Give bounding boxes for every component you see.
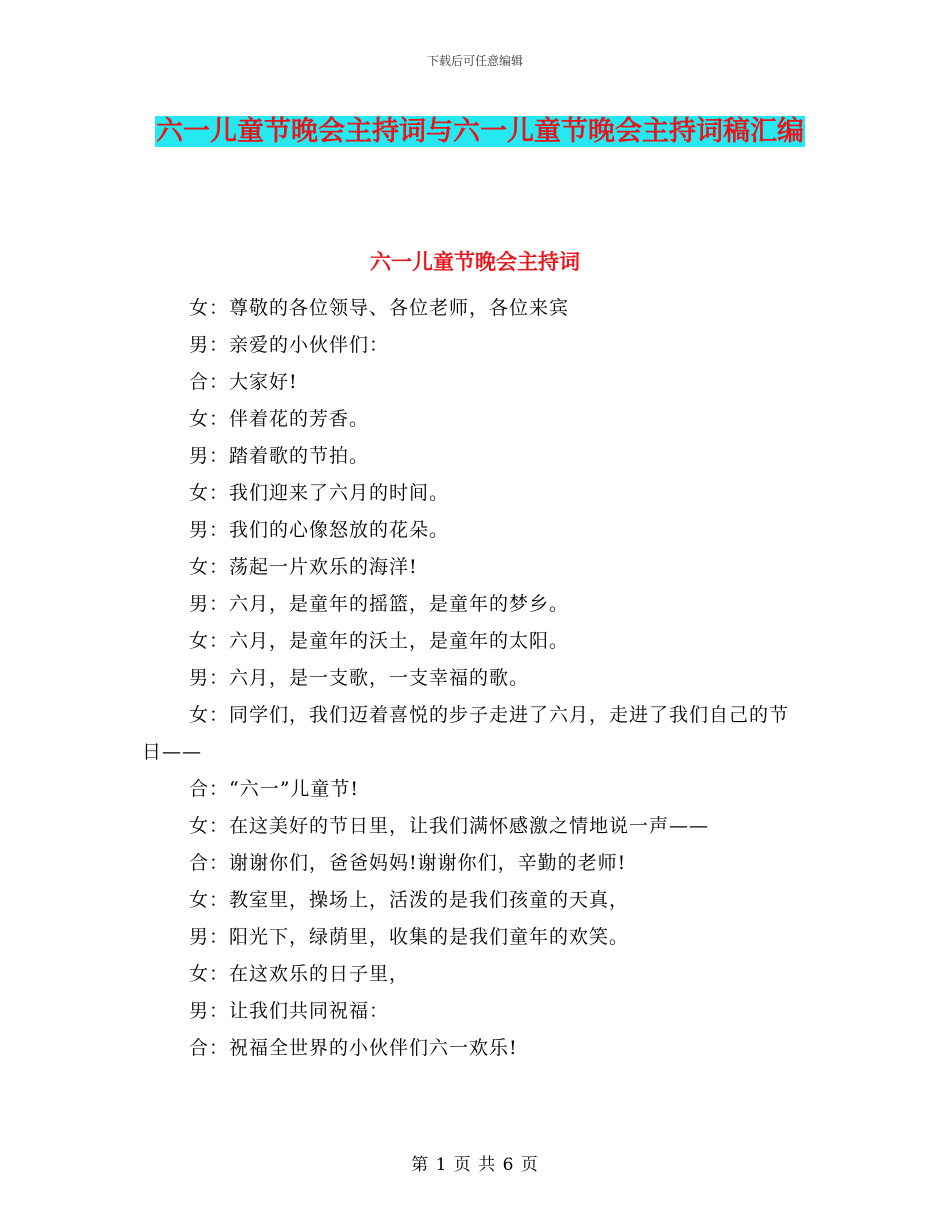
paragraph: 女：尊敬的各位领导、各位老师，各位来宾: [189, 297, 570, 319]
page-header: 下载后可任意编辑: [426, 54, 523, 68]
paragraph: 男：亲爱的小伙伴们：: [189, 334, 390, 356]
paragraph: 合：谢谢你们，爸爸妈妈!谢谢你们，辛勤的老师!: [189, 852, 627, 874]
document-title: [150, 110, 810, 154]
paragraph: 男：六月，是一支歌，一支幸福的歌。: [189, 667, 530, 689]
document-body: [142, 290, 802, 1067]
paragraph: 男：我们的心像怒放的花朵。: [189, 519, 450, 541]
paragraph: 女：教室里，操场上，活泼的是我们孩童的天真，: [189, 889, 630, 911]
paragraph: 女：伴着花的芳香。: [189, 408, 370, 430]
paragraph: 女：在这欢乐的日子里，: [189, 963, 410, 985]
paragraph: 女：六月，是童年的沃土，是童年的太阳。: [189, 630, 570, 652]
paragraph: 女：我们迎来了六月的时间。: [189, 482, 450, 504]
page-footer: 第 1 页 共 6 页: [411, 1155, 539, 1175]
paragraph: 男：让我们共同祝福：: [189, 1000, 390, 1022]
paragraph: 女：荡起一片欢乐的海洋!: [189, 556, 418, 578]
paragraph: 女：在这美好的节日里，让我们满怀感激之情地说一声——: [189, 815, 710, 837]
paragraph: 男：六月，是童年的摇篮，是童年的梦乡。: [189, 593, 570, 615]
section-title: 六一儿童节晚会主持词: [370, 250, 580, 274]
paragraph: 女：同学们，我们迈着喜悦的步子走进了六月，走进了我们自己的节日——: [142, 704, 790, 763]
paragraph: 合：大家好!: [189, 371, 298, 393]
document-title-text: 六一儿童节晚会主持词与六一儿童节晚会主持词稿汇编: [156, 116, 804, 147]
paragraph: 男：阳光下，绿荫里，收集的是我们童年的欢笑。: [189, 926, 630, 948]
paragraph: 合：祝福全世界的小伙伴们六一欢乐!: [189, 1037, 518, 1059]
paragraph: 合：“六一”儿童节!: [189, 778, 360, 800]
paragraph: 男：踏着歌的节拍。: [189, 445, 370, 467]
